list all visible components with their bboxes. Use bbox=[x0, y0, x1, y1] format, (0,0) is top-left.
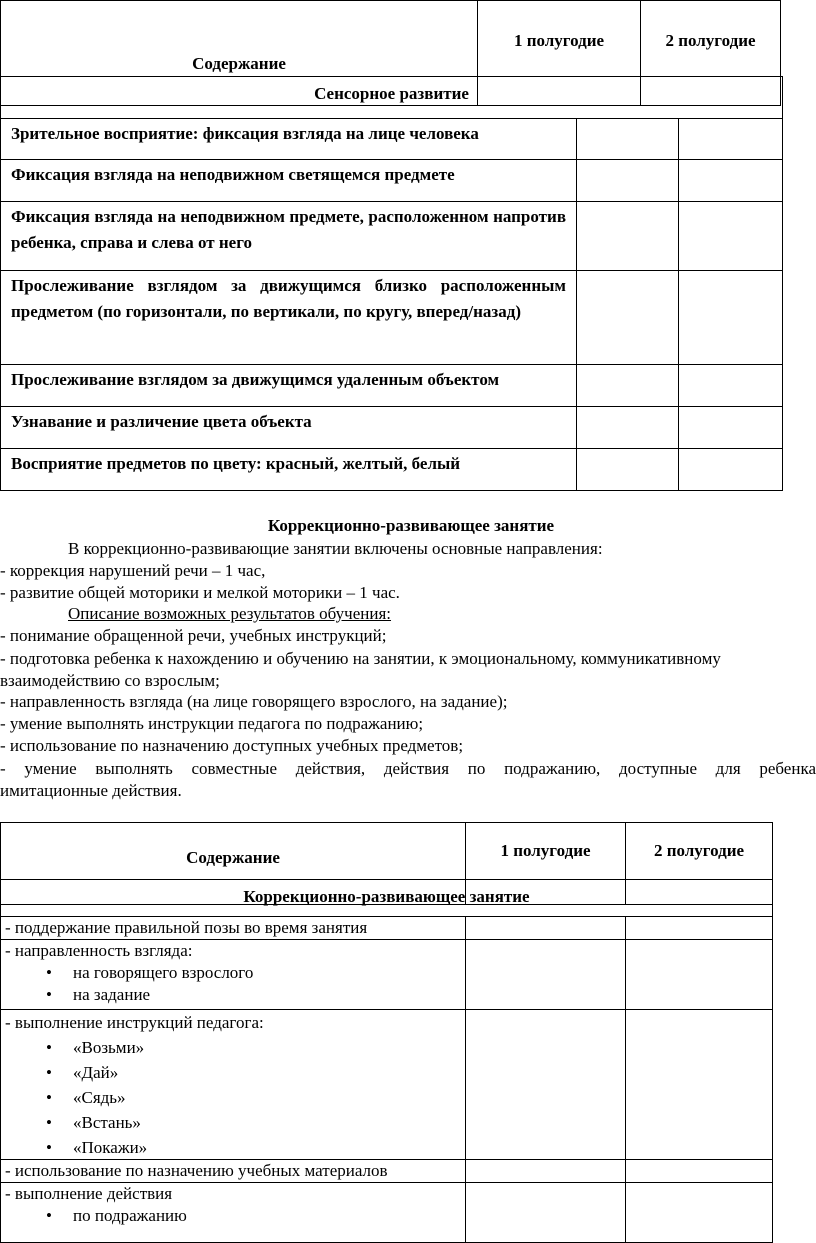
table1-cell-7-half1[interactable] bbox=[577, 449, 679, 491]
list-item: • «Возьми» bbox=[5, 1034, 465, 1059]
table2-header-half2: 2 полугодие bbox=[626, 823, 773, 905]
table1-cell-5-half1[interactable] bbox=[577, 365, 679, 407]
table1-row-6: Узнавание и различение цвета объекта bbox=[1, 407, 577, 449]
result-4: - умение выполнять инструкции педагога по подражанию; bbox=[0, 714, 424, 733]
result-2b: взаимодействию со взрослым; bbox=[0, 671, 220, 690]
table1-row-7: Восприятие предметов по цвету: красный, желтый, белый bbox=[1, 449, 577, 491]
table2-header-content: Содержание bbox=[1, 823, 466, 905]
table1-row-5: Прослеживание взглядом за движущимся удаленным объектом bbox=[1, 365, 577, 407]
result-6b: имитационные действия. bbox=[0, 781, 182, 800]
table2-header-half1: 1 полугодие bbox=[466, 823, 626, 905]
table1-cell-7-half2[interactable] bbox=[679, 449, 783, 491]
table1-cell-3-half1[interactable] bbox=[577, 202, 679, 271]
direction-1: - коррекция нарушений речи – 1 час, bbox=[0, 561, 266, 580]
table2-row-posture-half2[interactable] bbox=[626, 917, 773, 940]
table1-cell-5-half2[interactable] bbox=[679, 365, 783, 407]
result-5: - использование по назначению доступных учебных предметов; bbox=[0, 736, 464, 755]
table1-row-4: Прослеживание взглядом за движущимся близко расположенным предметом (по горизонтали, по вертикали, по кругу, вперед/назад) bbox=[1, 271, 577, 365]
table1-cell-6-half1[interactable] bbox=[577, 407, 679, 449]
table1-cell-4-half2[interactable] bbox=[679, 271, 783, 365]
table1-row-1: Зрительное восприятие: фиксация взгляда на лице человека bbox=[1, 119, 577, 160]
result-1: - понимание обращенной речи, учебных инструкций; bbox=[0, 626, 387, 645]
list-item: • на говорящего взрослого bbox=[5, 962, 465, 984]
list-item: • «Сядь» bbox=[5, 1084, 465, 1109]
table2-row-actions-half2[interactable] bbox=[626, 1183, 773, 1243]
table1-cell-4-half1[interactable] bbox=[577, 271, 679, 365]
table1-header-half1: 1 полугодие bbox=[478, 1, 641, 106]
list-item: • «Встань» bbox=[5, 1109, 465, 1134]
table2-row-instructions-half1[interactable] bbox=[466, 1010, 626, 1160]
table2-row-posture: - поддержание правильной позы во время занятия bbox=[1, 917, 466, 940]
table1-row-2: Фиксация взгляда на неподвижном светящемся предмете bbox=[1, 160, 577, 202]
table1-cell-1-half1[interactable] bbox=[577, 119, 679, 160]
table2-row-actions-half1[interactable] bbox=[466, 1183, 626, 1243]
table2-row-materials-half1[interactable] bbox=[466, 1160, 626, 1183]
table1-cell-1-half2[interactable] bbox=[679, 119, 783, 160]
table2-row-gaze-half2[interactable] bbox=[626, 940, 773, 1010]
table2-section-title: Коррекционно-развивающее занятие bbox=[1, 880, 773, 917]
section-heading: Коррекционно-развивающее занятие bbox=[267, 516, 555, 535]
table1-header-content: Содержание bbox=[1, 1, 478, 106]
intro-text: В коррекционно-развивающие занятии включены основные направления: bbox=[68, 539, 603, 558]
results-title: Описание возможных результатов обучения: bbox=[68, 604, 392, 623]
table1 bbox=[0, 76, 783, 491]
table2-row-materials: - использование по назначению учебных материалов bbox=[1, 1160, 466, 1183]
list-item: • «Дай» bbox=[5, 1059, 465, 1084]
list-item: • на задание bbox=[5, 984, 465, 1006]
table1-cell-2-half1[interactable] bbox=[577, 160, 679, 202]
list-item: • «Покажи» bbox=[5, 1134, 465, 1159]
result-6a: - умение выполнять совместные действия, действия по подражанию, доступные для ребенка bbox=[0, 759, 816, 778]
result-3: - направленность взгляда (на лице говорящего взрослого, на задание); bbox=[0, 692, 508, 711]
table2 bbox=[0, 879, 773, 1243]
table2-row-instructions: - выполнение инструкций педагога: • «Возьми» • «Дай» • «Сядь» • «Встань» • «Покажи» bbox=[1, 1010, 466, 1160]
list-item: • по подражанию bbox=[5, 1205, 465, 1227]
table1-cell-3-half2[interactable] bbox=[679, 202, 783, 271]
table2-row-materials-half2[interactable] bbox=[626, 1160, 773, 1183]
table2-row-actions: - выполнение действия • по подражанию bbox=[1, 1183, 466, 1243]
table1-section-title: Сенсорное развитие bbox=[1, 77, 783, 119]
table1-header-half2: 2 полугодие bbox=[641, 1, 781, 106]
table1-row-3: Фиксация взгляда на неподвижном предмете, расположенном напротив ребенка, справа и слева от него bbox=[1, 202, 577, 271]
table2-row-gaze: - направленность взгляда: • на говорящего взрослого • на задание bbox=[1, 940, 466, 1010]
table1-cell-6-half2[interactable] bbox=[679, 407, 783, 449]
table1-cell-2-half2[interactable] bbox=[679, 160, 783, 202]
table2-row-gaze-half1[interactable] bbox=[466, 940, 626, 1010]
result-2a: - подготовка ребенка к нахождению и обучению на занятии, к эмоциональному, коммуникативному bbox=[0, 649, 721, 668]
table2-row-posture-half1[interactable] bbox=[466, 917, 626, 940]
table2-row-instructions-half2[interactable] bbox=[626, 1010, 773, 1160]
direction-2: - развитие общей моторики и мелкой моторики – 1 час. bbox=[0, 583, 400, 602]
